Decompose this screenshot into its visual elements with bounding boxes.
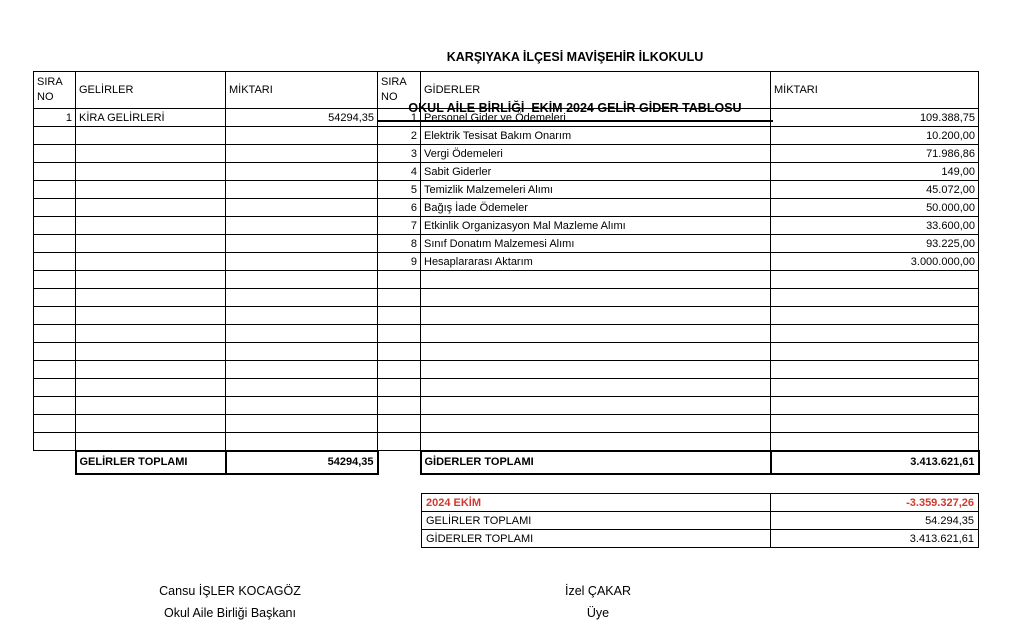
table-cell — [34, 433, 76, 451]
table-cell — [76, 235, 226, 253]
summary-table-body — [422, 494, 979, 548]
header-expense-sira-no: SIRA NO — [378, 72, 421, 109]
table-cell — [34, 325, 76, 343]
table-cell — [76, 289, 226, 307]
table-cell — [226, 271, 378, 289]
table-cell — [34, 397, 76, 415]
signature-member — [450, 580, 746, 624]
table-cell: Vergi Ödemeleri — [421, 145, 771, 163]
table-row — [34, 235, 979, 253]
table-cell: 4 — [378, 163, 421, 181]
member-name: İzel ÇAKAR — [565, 584, 631, 598]
table-row — [34, 109, 979, 127]
table-row — [34, 379, 979, 397]
table-cell: KİRA GELİRLERİ — [76, 109, 226, 127]
table-cell: 109.388,75 — [771, 109, 979, 127]
table-cell — [771, 289, 979, 307]
table-cell — [421, 307, 771, 325]
table-cell: Temizlik Malzemeleri Alımı — [421, 181, 771, 199]
table-cell — [378, 433, 421, 451]
table-cell — [34, 271, 76, 289]
table-cell — [34, 415, 76, 433]
table-cell: 1 — [378, 109, 421, 127]
table-cell — [421, 325, 771, 343]
president-role: Okul Aile Birliği Başkanı — [163, 606, 296, 620]
table-cell — [378, 397, 421, 415]
table-cell — [34, 163, 76, 181]
table-cell — [226, 163, 378, 181]
header-income-amount: MİKTARI — [226, 72, 378, 109]
table-cell — [76, 343, 226, 361]
table-cell — [421, 415, 771, 433]
table-cell — [34, 343, 76, 361]
table-cell — [34, 235, 76, 253]
table-row — [34, 199, 979, 217]
table-cell — [226, 343, 378, 361]
summary-row — [422, 494, 979, 512]
table-cell — [76, 217, 226, 235]
table-cell: 7 — [378, 217, 421, 235]
table-cell — [76, 397, 226, 415]
summary-row — [422, 512, 979, 530]
table-cell: 10.200,00 — [771, 127, 979, 145]
table-cell — [76, 145, 226, 163]
summary-table — [421, 493, 979, 548]
table-cell — [226, 217, 378, 235]
table-row — [34, 433, 979, 451]
table-cell — [771, 361, 979, 379]
table-row — [34, 415, 979, 433]
table-cell — [34, 307, 76, 325]
table-cell — [76, 181, 226, 199]
table-row — [34, 163, 979, 181]
table-cell — [76, 127, 226, 145]
table-cell — [226, 181, 378, 199]
summary-value: 3.413.621,61 — [771, 530, 979, 548]
table-cell — [771, 415, 979, 433]
table-row — [34, 271, 979, 289]
table-cell: 93.225,00 — [771, 235, 979, 253]
table-cell — [226, 325, 378, 343]
totals-gap-right — [378, 451, 421, 474]
table-cell — [34, 361, 76, 379]
table-cell: 9 — [378, 253, 421, 271]
table-cell — [226, 235, 378, 253]
table-cell — [771, 271, 979, 289]
table-cell — [34, 127, 76, 145]
table-cell — [226, 145, 378, 163]
table-cell: 5 — [378, 181, 421, 199]
table-cell — [76, 307, 226, 325]
table-cell — [226, 199, 378, 217]
table-cell — [421, 433, 771, 451]
table-cell — [226, 289, 378, 307]
table-cell — [226, 415, 378, 433]
table-cell — [378, 325, 421, 343]
summary-value: -3.359.327,26 — [771, 494, 979, 512]
income-expense-table — [33, 71, 980, 475]
table-cell — [226, 379, 378, 397]
summary-label: 2024 EKİM — [422, 494, 771, 512]
table-row — [34, 253, 979, 271]
table-cell — [421, 397, 771, 415]
table-cell — [226, 397, 378, 415]
table-cell — [76, 361, 226, 379]
table-row — [34, 289, 979, 307]
table-cell — [226, 361, 378, 379]
table-cell — [76, 271, 226, 289]
table-cell — [226, 307, 378, 325]
president-name: Cansu İŞLER KOCAGÖZ — [159, 584, 301, 598]
totals-row — [34, 451, 979, 474]
table-cell: Sınıf Donatım Malzemesi Alımı — [421, 235, 771, 253]
table-row — [34, 325, 979, 343]
table-cell — [76, 253, 226, 271]
title-line1: KARŞIYAKA İLÇESİ MAVİŞEHİR İLKOKULU — [446, 50, 704, 64]
table-cell — [76, 199, 226, 217]
table-cell — [76, 163, 226, 181]
table-cell: Elektrik Tesisat Bakım Onarım — [421, 127, 771, 145]
table-cell — [378, 361, 421, 379]
table-cell — [771, 307, 979, 325]
table-cell — [34, 217, 76, 235]
table-cell: 1 — [34, 109, 76, 127]
expense-total-amount: 3.413.621,61 — [771, 451, 979, 474]
table-cell — [771, 433, 979, 451]
table-row — [34, 127, 979, 145]
summary-label: GİDERLER TOPLAMI — [422, 530, 771, 548]
table-cell: 45.072,00 — [771, 181, 979, 199]
table-cell — [378, 343, 421, 361]
table-cell: Hesaplararası Aktarım — [421, 253, 771, 271]
table-cell — [226, 433, 378, 451]
table-cell: Sabit Giderler — [421, 163, 771, 181]
table-cell — [76, 433, 226, 451]
table-cell: 50.000,00 — [771, 199, 979, 217]
table-cell — [76, 379, 226, 397]
member-role: Üye — [586, 606, 610, 620]
table-cell — [34, 145, 76, 163]
table-row — [34, 361, 979, 379]
table-cell — [76, 325, 226, 343]
table-cell: 149,00 — [771, 163, 979, 181]
table-cell — [378, 289, 421, 307]
table-cell — [421, 361, 771, 379]
header-expense-amount: MİKTARI — [771, 72, 979, 109]
table-cell — [771, 379, 979, 397]
summary-row — [422, 530, 979, 548]
table-cell: 3.000.000,00 — [771, 253, 979, 271]
main-table-body — [34, 109, 979, 451]
table-row — [34, 397, 979, 415]
header-income-sira-no: SIRA NO — [34, 72, 76, 109]
table-cell — [421, 289, 771, 307]
table-cell — [421, 379, 771, 397]
table-cell — [378, 415, 421, 433]
table-header-row — [34, 72, 979, 109]
signature-president — [80, 580, 380, 624]
header-incomes: GELİRLER — [76, 72, 226, 109]
income-total-label: GELİRLER TOPLAMI — [76, 451, 226, 474]
table-cell: Etkinlik Organizasyon Mal Mazleme Alımı — [421, 217, 771, 235]
title-line2: OKUL AİLE BİRLİĞİ EKİM 2024 GELİR GİDER TABLOSU — [377, 100, 773, 122]
table-cell — [34, 289, 76, 307]
table-cell — [76, 415, 226, 433]
table-cell: 54294,35 — [226, 109, 378, 127]
table-cell — [771, 343, 979, 361]
table-row — [34, 343, 979, 361]
table-cell: 6 — [378, 199, 421, 217]
table-row — [34, 181, 979, 199]
table-cell: 33.600,00 — [771, 217, 979, 235]
totals-gap-left — [34, 451, 76, 474]
table-cell: Bağış İade Ödemeler — [421, 199, 771, 217]
table-cell — [421, 271, 771, 289]
table-cell — [34, 199, 76, 217]
table-cell: Personel Gider ve Ödemeleri — [421, 109, 771, 127]
expense-total-label: GİDERLER TOPLAMI — [421, 451, 771, 474]
table-cell — [34, 181, 76, 199]
summary-value: 54.294,35 — [771, 512, 979, 530]
table-cell — [226, 127, 378, 145]
table-cell — [771, 397, 979, 415]
table-cell — [226, 253, 378, 271]
table-cell: 8 — [378, 235, 421, 253]
table-cell — [378, 379, 421, 397]
header-expenses: GİDERLER — [421, 72, 771, 109]
table-row — [34, 217, 979, 235]
table-cell: 3 — [378, 145, 421, 163]
income-total-amount: 54294,35 — [226, 451, 378, 474]
table-cell — [771, 325, 979, 343]
table-cell: 71.986,86 — [771, 145, 979, 163]
table-cell — [34, 379, 76, 397]
table-row — [34, 145, 979, 163]
table-cell — [378, 307, 421, 325]
table-row — [34, 307, 979, 325]
summary-label: GELİRLER TOPLAMI — [422, 512, 771, 530]
table-cell — [421, 343, 771, 361]
table-cell — [34, 253, 76, 271]
table-cell — [378, 271, 421, 289]
table-cell: 2 — [378, 127, 421, 145]
